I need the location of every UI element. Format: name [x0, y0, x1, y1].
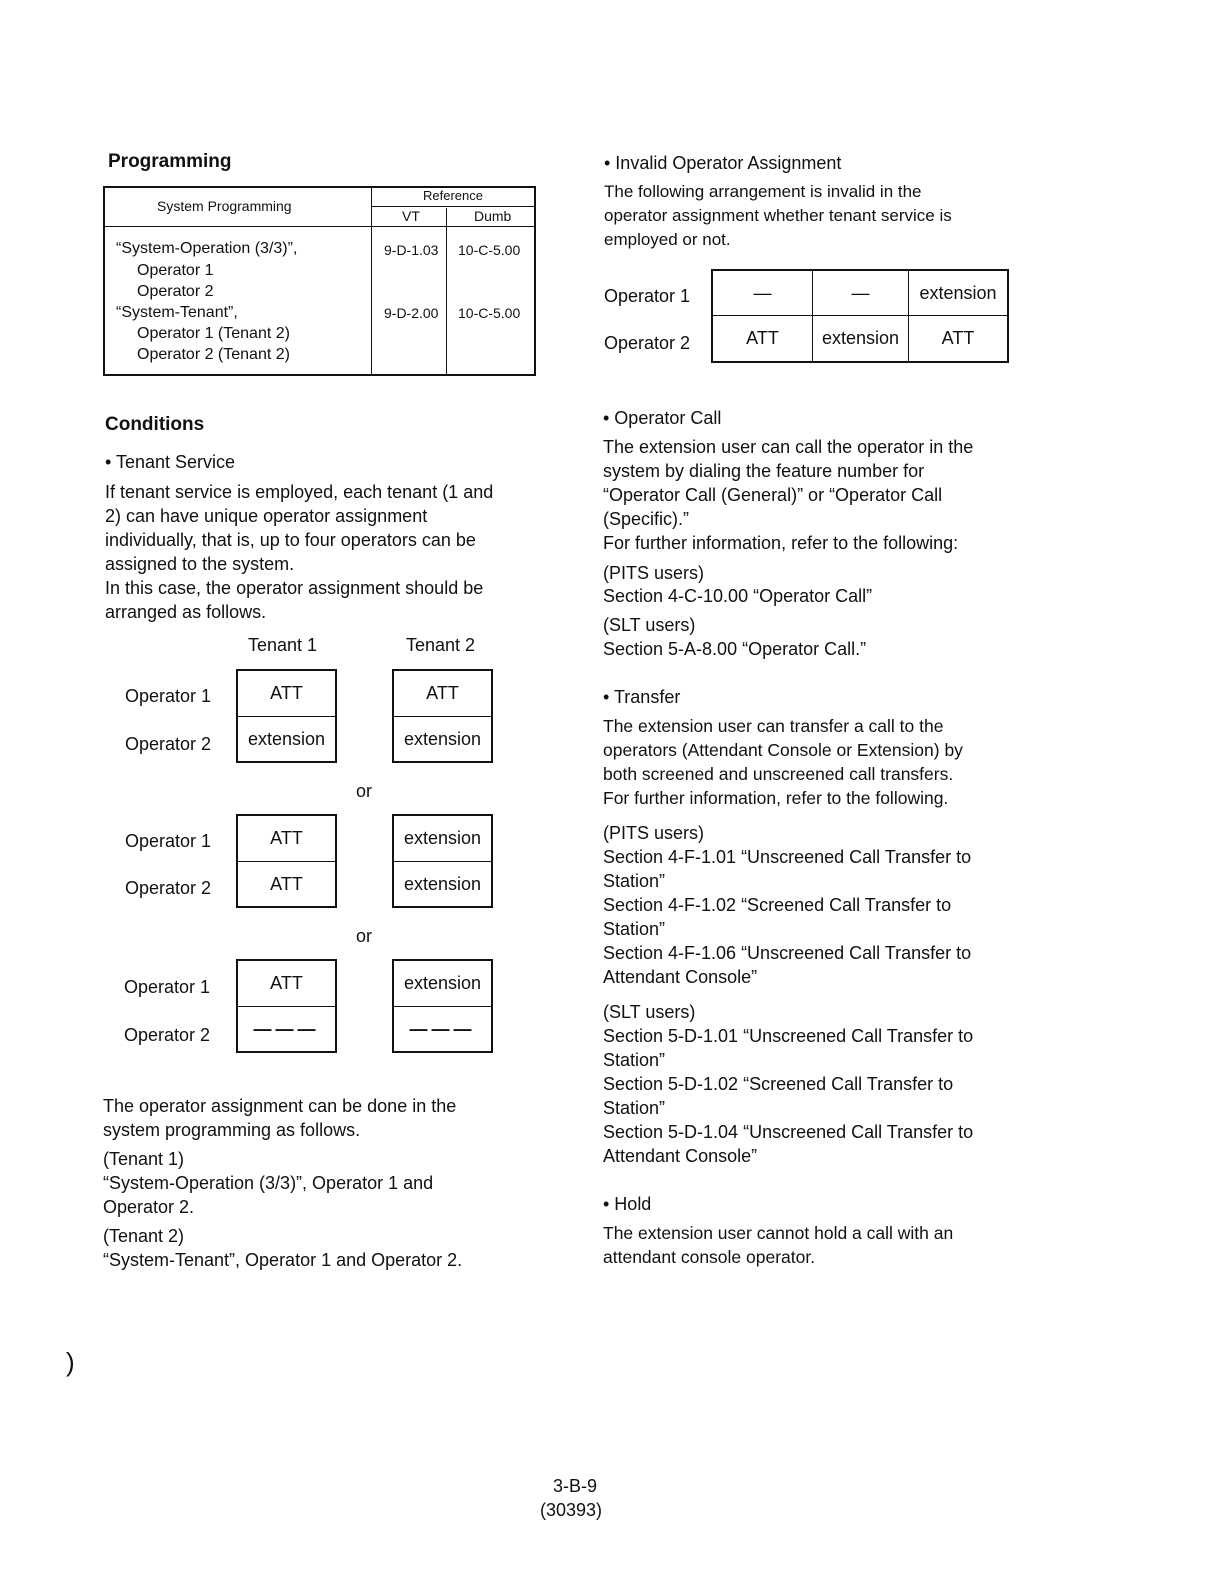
vt-ref-2: 9-D-2.00 [384, 305, 439, 321]
operator2-label: Operator 2 [124, 1025, 211, 1045]
tenant1-assignment-box: ATT extension [236, 669, 337, 763]
assignment-paragraph: The operator assignment can be done in the system programming as follows. [103, 1096, 457, 1140]
operator2-label: Operator 2 [125, 734, 212, 754]
operator1-label: Operator 1 [124, 977, 211, 997]
transfer-slt-refs: Section 5-D-1.01 “Unscreened Call Transfer to Station” Section 5-D-1.02 “Screened Call Transfer to Station” Section 5-D-1.04 “Unscreened Call Transfer to Attendant Console” [603, 1026, 974, 1166]
slt-users-label: (SLT users) [603, 615, 696, 635]
hold-paragraph: The extension user cannot hold a call with an attendant console operator. [603, 1223, 954, 1267]
tenant1-assignment-box: ATT ——— [236, 959, 337, 1053]
invalid-assignment-table: — — extension ATT extension ATT [711, 269, 1009, 363]
dumb-ref-1: 10-C-5.00 [458, 242, 521, 258]
col-system-programming: System Programming [157, 198, 292, 214]
conditions-heading: Conditions [105, 414, 205, 435]
tenant2-label: Tenant 2 [406, 635, 476, 655]
table-row: Operator 1 (Tenant 2) [137, 325, 290, 342]
operator2-label: Operator 2 [125, 878, 212, 898]
or-label: or [356, 926, 373, 946]
tenant2-assignment-box: extension ——— [392, 959, 493, 1053]
hold-bullet: • Hold [603, 1194, 652, 1214]
or-label: or [356, 781, 373, 801]
tenant1-text: “System-Operation (3/3)”, Operator 1 and Operator 2. [103, 1173, 434, 1217]
page-number: 3-B-9 [552, 1476, 597, 1496]
invalid-paragraph: The following arrangement is invalid in the operator assignment whether tenant service is employed or not. [604, 182, 952, 249]
pits-users-label: (PITS users) [603, 823, 705, 843]
dumb-ref-2: 10-C-5.00 [458, 305, 521, 321]
tenant2-text: “System-Tenant”, Operator 1 and Operator 2. [103, 1250, 463, 1270]
tenant1-label: Tenant 1 [248, 635, 318, 655]
table-row: “System-Operation (3/3)”, [116, 240, 298, 257]
operator-call-bullet: • Operator Call [603, 408, 722, 428]
col-vt: VT [402, 208, 420, 224]
col-reference: Reference [423, 188, 483, 203]
table-row: Operator 2 [137, 283, 214, 300]
document-code: (30393) [539, 1500, 603, 1520]
operator2-label: Operator 2 [604, 333, 691, 353]
operator-call-pits-ref: Section 4-C-10.00 “Operator Call” [603, 586, 873, 606]
invalid-bullet: • Invalid Operator Assignment [604, 153, 842, 173]
programming-heading: Programming [108, 151, 232, 172]
tenant-paragraph: If tenant service is employed, each tenant (1 and 2) can have unique operator assignment individually, that is, up to four operators can be assigned to the system. In this case, the operator assignment should be arranged as follows. [105, 482, 494, 622]
col-dumb: Dumb [474, 208, 512, 224]
tenant2-paren: (Tenant 2) [103, 1226, 185, 1246]
tenant1-assignment-box: ATT ATT [236, 814, 337, 908]
transfer-pits-refs: Section 4-F-1.01 “Unscreened Call Transfer to Station” Section 4-F-1.02 “Screened Call Transfer to Station” Section 4-F-1.06 “Unscreened Call Transfer to Attendant Console” [603, 847, 972, 987]
programming-table [103, 186, 536, 376]
table-row: “System-Tenant”, [116, 304, 238, 321]
operator1-label: Operator 1 [604, 286, 691, 306]
tenant2-assignment-box: extension extension [392, 814, 493, 908]
margin-mark: ) [66, 1347, 75, 1377]
operator-call-paragraph: The extension user can call the operator in the system by dialing the feature number for “Operator Call (General)” or “Operator Call (Specific).” For further information, refer to the following: [603, 437, 974, 553]
tenant-service-bullet: • Tenant Service [105, 452, 236, 472]
operator1-label: Operator 1 [125, 831, 212, 851]
operator-call-slt-ref: Section 5-A-8.00 “Operator Call.” [603, 639, 867, 659]
transfer-paragraph: The extension user can transfer a call to the operators (Attendant Console or Extension) by both screened and unscreened call transfers. For further information, refer to the following. [603, 716, 963, 808]
table-row: Operator 2 (Tenant 2) [137, 346, 290, 363]
operator1-label: Operator 1 [125, 686, 212, 706]
vt-ref-1: 9-D-1.03 [384, 242, 439, 258]
slt-users-label: (SLT users) [603, 1002, 696, 1022]
tenant2-assignment-box: ATT extension [392, 669, 493, 763]
table-row: Operator 1 [137, 262, 214, 279]
transfer-bullet: • Transfer [603, 687, 681, 707]
tenant1-paren: (Tenant 1) [103, 1149, 185, 1169]
pits-users-label: (PITS users) [603, 563, 705, 583]
